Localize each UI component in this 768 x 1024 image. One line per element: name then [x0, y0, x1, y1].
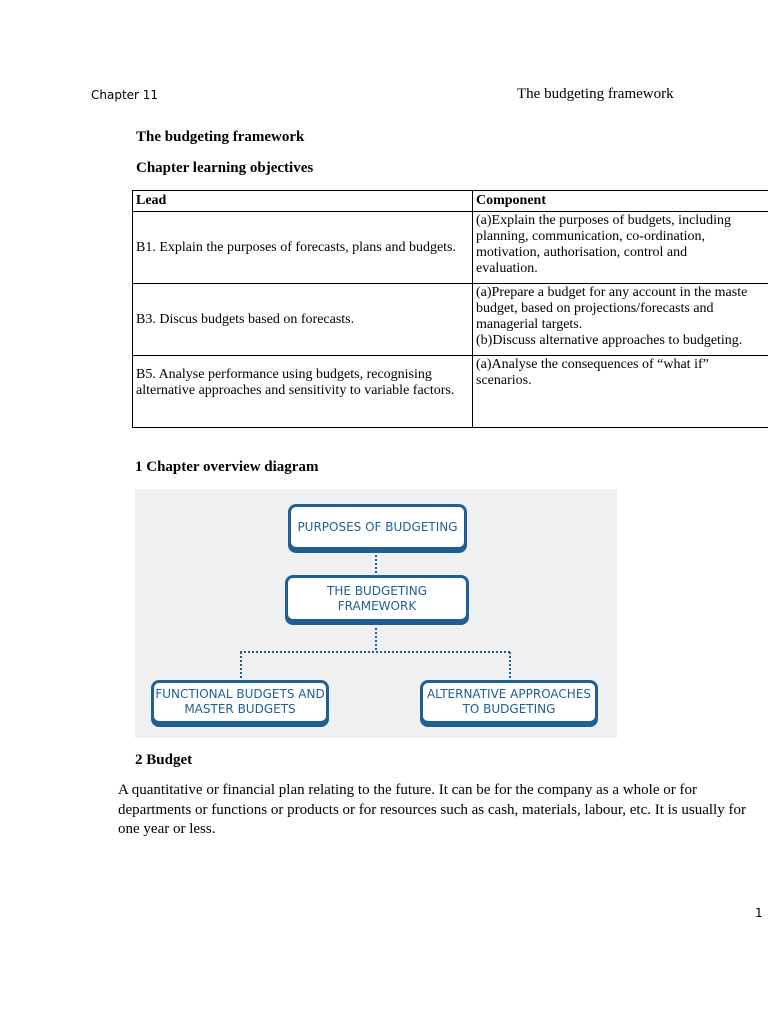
connector-line — [240, 652, 242, 678]
connector-line — [509, 652, 511, 678]
objectives-table — [132, 190, 768, 428]
lead-cell: B3. Discus budgets based on forecasts. — [133, 284, 473, 356]
header-component: Component — [473, 191, 768, 212]
budget-heading: 2 Budget — [135, 752, 193, 768]
component-line: (b)Discuss alternative approaches to budgeting. — [476, 333, 743, 348]
component-line: scenarios. — [476, 373, 532, 388]
budgeting-framework-box — [285, 575, 469, 622]
lead-cell: B1. Explain the purposes of forecasts, plans and budgets. — [133, 212, 473, 284]
table-row — [133, 212, 768, 284]
box-label: THE BUDGETING FRAMEWORK — [326, 583, 428, 613]
component-line: (a)Prepare a budget for any account in the maste — [476, 285, 748, 300]
component-line: budget, based on projections/forecasts and — [476, 301, 714, 316]
overview-diagram — [135, 489, 617, 738]
box-label-line: MASTER BUDGETS — [184, 702, 296, 716]
component-line: managerial targets. — [476, 317, 583, 332]
connector-line — [240, 651, 510, 653]
connector-line — [375, 623, 377, 650]
box-label-line: ALTERNATIVE APPROACHES — [426, 687, 592, 701]
component-cell — [473, 284, 768, 356]
table-row — [133, 356, 768, 428]
running-title: The budgeting framework — [517, 86, 674, 102]
purposes-of-budgeting-box — [288, 504, 467, 550]
component-line: (a)Explain the purposes of budgets, including — [476, 213, 732, 228]
chapter-label: Chapter 11 — [91, 88, 159, 102]
component-line: evaluation. — [476, 261, 538, 276]
component-line: motivation, authorisation, control and — [476, 245, 688, 260]
page-title: The budgeting framework — [136, 129, 305, 145]
overview-heading: 1 Chapter overview diagram — [135, 459, 319, 475]
component-cell — [473, 212, 768, 284]
page-number: 1 — [755, 906, 763, 920]
component-cell — [473, 356, 768, 428]
table-header-row — [133, 191, 768, 212]
box-label: PURPOSES OF BUDGETING — [297, 519, 458, 534]
table-row — [133, 284, 768, 356]
functional-budgets-box — [151, 680, 329, 724]
box-label-line: TO BUDGETING — [462, 702, 556, 716]
alternative-approaches-box — [420, 680, 598, 724]
component-line: planning, communication, co-ordination, — [476, 229, 706, 244]
budget-paragraph: A quantitative or financial plan relating to the future. It can be for the company as a whole or for departments or functions or products or for resources such as cash, materials, labour, etc. It is usually for one year or less. — [118, 782, 746, 837]
header-lead: Lead — [133, 191, 473, 212]
component-line: (a)Analyse the consequences of “what if” — [476, 357, 709, 372]
connector-line — [375, 551, 377, 573]
box-label-line: FUNCTIONAL BUDGETS AND — [155, 687, 325, 701]
lead-cell: B5. Analyse performance using budgets, recognising alternative approaches and sensitivity to variable factors. — [133, 356, 473, 428]
objectives-heading: Chapter learning objectives — [136, 160, 314, 176]
